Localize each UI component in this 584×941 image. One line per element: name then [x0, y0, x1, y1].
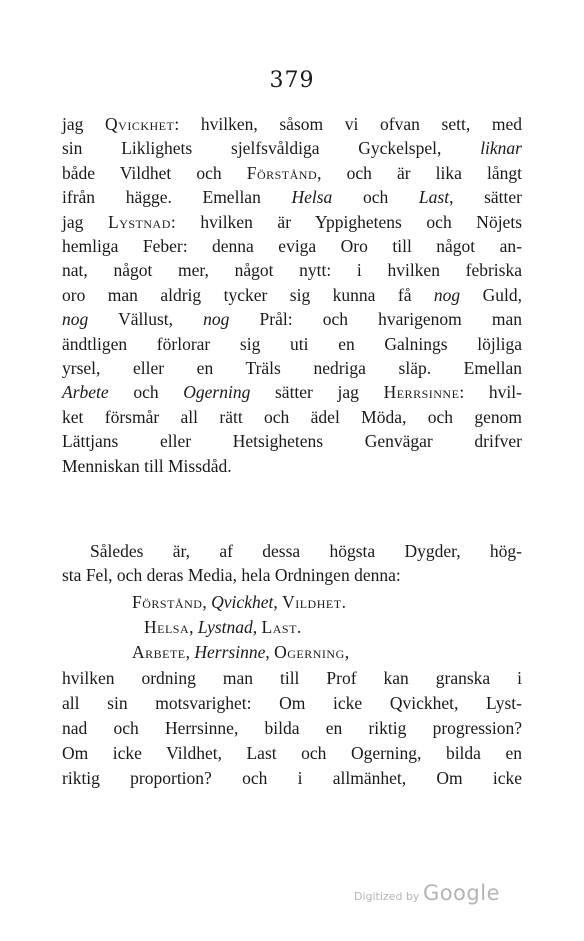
text-run: ket försmår all rätt och ädel Möda, och genom — [62, 406, 522, 427]
text-run: Guld, — [460, 284, 522, 305]
text-run: yrsel, eller en Träls nedriga släp. Emellan — [62, 358, 522, 378]
text-run: nat, något mer, något nytt: i hvilken febriska — [62, 260, 522, 281]
text-line — [62, 741, 522, 765]
text-run: ifrån hägge. Emellan — [62, 187, 292, 208]
text-run: både Vildhet och — [62, 162, 247, 183]
small-caps-term: Helsa — [144, 617, 190, 637]
text-run: hemliga Feber: denna eviga Oro till något an- — [62, 236, 522, 256]
text-run: och — [108, 382, 184, 403]
text-run: all sin motsvarighet: Om icke Qvickhet, Lyst- — [62, 693, 522, 713]
text-run: , och är lika långt — [317, 162, 522, 183]
italic-term: Herrsinne — [194, 642, 266, 662]
text-run: Vällust, — [88, 309, 204, 330]
google-logo: Google — [422, 881, 500, 905]
small-caps-term: Förstånd — [132, 592, 203, 612]
text-line — [62, 666, 522, 690]
text-run: hvilken ordning man till Prof kan granska i — [62, 668, 522, 688]
text-run: oro man aldrig tycker sig kunna få — [62, 284, 434, 305]
table-row — [62, 615, 584, 639]
small-caps-term: Vildhet — [282, 592, 342, 612]
italic-term: Arbete — [62, 382, 109, 403]
text-line — [62, 307, 522, 331]
text-line — [62, 283, 522, 307]
text-run: : hvilken är Yppighetens och Nöjets — [170, 211, 522, 232]
small-caps-term: Qvickhet — [105, 114, 175, 134]
italic-term: liknar — [480, 138, 522, 159]
italic-term: Last — [418, 187, 450, 208]
text-run: , — [265, 642, 275, 662]
footer-prefix: Digitized by — [353, 890, 420, 903]
italic-term: nog — [433, 284, 461, 305]
text-line — [62, 380, 522, 404]
text-run: sätter jag — [250, 382, 384, 403]
text-line — [62, 136, 522, 160]
text-line — [62, 691, 522, 715]
text-line — [62, 185, 522, 209]
text-line — [62, 429, 522, 453]
small-caps-term: Arbete — [132, 642, 186, 662]
text-run: Om icke Vildhet, Last och Ogerning, bilda en — [62, 743, 522, 763]
small-caps-term: Last — [261, 617, 297, 637]
digitized-by-google-watermark — [354, 881, 500, 905]
text-line — [62, 210, 522, 234]
text-run: Således är, af dessa högsta Dygder, hög- — [90, 541, 522, 561]
italic-term: Lystnad — [197, 617, 253, 637]
text-run: , — [202, 592, 212, 612]
text-line — [62, 716, 522, 740]
text-run: , — [252, 617, 262, 637]
text-line — [62, 766, 522, 790]
text-run: och — [332, 187, 419, 208]
text-line — [62, 405, 522, 429]
italic-term: Qvickhet — [211, 592, 274, 612]
text-run: ändtligen förlorar sig uti en Galnings löjliga — [62, 333, 522, 354]
italic-term: nog — [203, 309, 230, 330]
text-run: Lättjans eller Hetsighetens Genvägar drifver — [62, 431, 522, 452]
text-run: , — [273, 592, 283, 612]
text-run: jag — [62, 211, 108, 232]
text-run: . — [296, 617, 302, 637]
text-run: riktig proportion? och i allmänhet, Om icke — [62, 768, 522, 788]
text-run: , — [185, 642, 195, 662]
italic-term: Helsa — [291, 187, 333, 208]
text-run: sin Liklighets sjelfsvåldiga Gyckelspel, — [62, 138, 481, 159]
text-line — [62, 454, 522, 478]
table-row — [62, 590, 584, 614]
table-row — [62, 640, 584, 664]
text-run: Menniskan till Missdåd. — [62, 455, 232, 476]
text-line — [62, 563, 522, 587]
text-run: jag — [62, 114, 106, 134]
text-run: . — [341, 592, 346, 612]
small-caps-term: Lystnad — [108, 211, 171, 232]
text-run: , — [189, 617, 198, 637]
small-caps-term: Ogerning — [274, 642, 345, 662]
italic-term: nog — [62, 309, 89, 330]
small-caps-term: Herrsinne — [383, 382, 460, 403]
text-run: : hvilken, såsom vi ofvan sett, med — [174, 114, 522, 134]
page-number: 379 — [269, 68, 315, 93]
text-run: Prål: och hvarigenom man — [229, 309, 522, 330]
text-run: nad och Herrsinne, bilda en riktig progression? — [62, 718, 522, 738]
text-line — [62, 356, 522, 380]
text-line — [62, 332, 522, 356]
text-run: : hvil- — [459, 382, 522, 403]
text-line — [62, 258, 522, 282]
text-run: , sätter — [449, 187, 522, 208]
text-line — [62, 161, 522, 185]
small-caps-term: Förstånd — [246, 162, 318, 183]
text-line — [62, 234, 522, 258]
text-run: , — [344, 642, 350, 662]
text-run: sta Fel, och deras Media, hela Ordningen denna: — [62, 565, 401, 586]
italic-term: Ogerning — [183, 382, 251, 403]
text-line — [62, 539, 522, 563]
text-line — [62, 112, 522, 136]
